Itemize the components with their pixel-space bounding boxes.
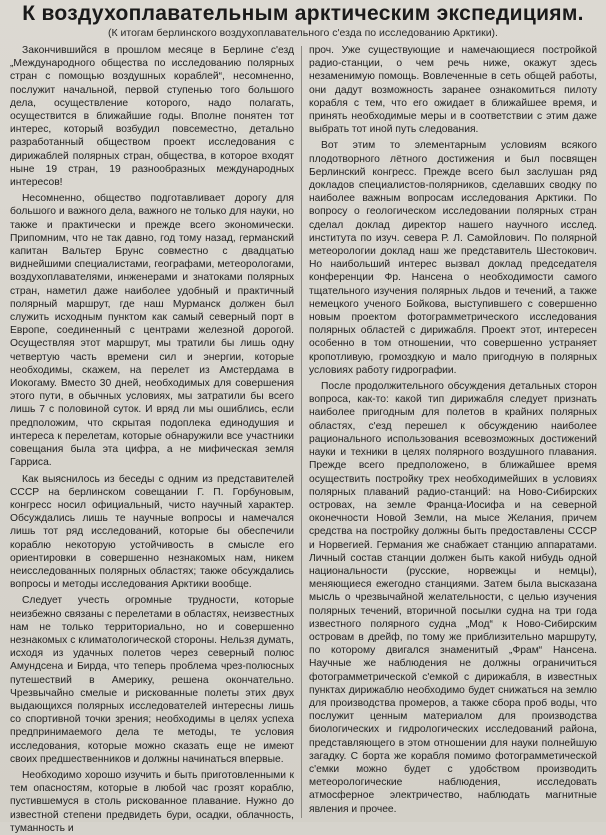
paragraph: Необходимо хорошо изучить и быть приготовленными к тем опасностям, которые в любой час грозят кораблю, пустившемуся в столь рискованное плавание. Нужно до известной степени предвидеть бури, осадки, облачность, туманность и xyxy=(10,769,294,834)
paragraph: Несомненно, общество подготавливает дорогу для большого и важного дела, важного не только для науки, но также и практически и прежде всего экономически. Припомним, что не так давно, год тому назад, германский капитан Вальтер Брунс совместно с двадцатью виднейшими специалистами, географами, метеорологами, воздухоплавателями, инженерами и знатоками полярных стран, наметил даже наиболее удобный и практичный полярный маршрут, где наш Мурманск должен был служить исходным пунктом как самый северный порт в Европе, соединенный с центрами железной дорогой. Осуществляя этот маршрут, мы тратили бы лишь одну четвертую часть времени сил и энергии, которые необходимы, скажем, на перелет из Амстердама в Иокогаму. Вместо 30 дней, необходимых для совершения этого пути, в обычных условиях, мы затратили бы всего лишь 7 с половиной суток. И вряд ли мы ошиблись, если предположим, что скрытая подоплека единодушия и интереса к перелетам, которые обнаружили все участники совещания была эта цифра, а не мифическая земля Гарриса. xyxy=(10,193,294,469)
article-title: К воздухоплавательным арктическим экспедициям. xyxy=(22,2,584,25)
article-subtitle: (К итогам берлинского воздухоплавательного с'езда по исследованию Арктики). xyxy=(108,27,498,39)
left-column xyxy=(10,44,294,834)
paragraph: Закончившийся в прошлом месяце в Берлине с'езд „Международного общества по исследованию полярных стран с помощью воздушных кораблей“, несомненно, послужит начальной, первой ступенью того большого дела, осуществление которого, надо полагать, осуществится в ближайшие годы. Вполне понятен тот интерес, который возбудил повсеместно, детально разработанный обществом проект исследования с дирижаблей полярных стран, общества, в которое входят ныне 19 стран, 19 разнообразных международных интересов! xyxy=(10,45,294,189)
column-divider xyxy=(301,46,302,818)
paragraph: проч. Уже существующие и намечающиеся постройкой радио-станции, о чем речь ниже, окажут здесь незаменимую помощь. Вовлеченные в сеть общей работы, они дадут возможность заранее ознакомиться пилоту корабля с тем, что его ожидает в ближайшее время, и принять необходимые меры и в соответствии с этим даже выбрать тот иной путь следования. xyxy=(309,45,597,136)
paragraph: Вот этим то элементарным условиям всякого плодотворного лётного достижения и был посвящен Берлинский конгресс. Прежде всего был заслушан ряд докладов специалистов-полярников, сделавших сводку по наиболее важным вопросам исследования Арктики. По вопросу о геологическом исследовании полярных стран сделал доклад директор нашего научного исслед. института по изуч. севера Р. Л. Самойлович. По полярной метеорологии доклад наш же представитель Шестокович. Но наибольший интерес вызвал доклад председателя конференции Фр. Нансена о необходимости самого тщательного изучения полярных льдов и течений, а также немецкого ученого Бойкова, выступившего с совершенно новым проектом фотограмметрического исследования полярных областей с дирижабля. Проект этот, интересен особенно в том отношении, что совершенно устраняет кропотливую, громоздкую и мало пригодную в полярных условиях работу гидрографии. xyxy=(309,140,597,376)
paragraph: Следует учесть огромные трудности, которые неизбежно связаны с перелетами в областях, неизвестных нам не только территориально, но и совершенно незнакомых с климатологической стороны. Нельзя думать, исходя из удачных полетов через северный полюс Амундсена и Бирда, что теперь проблема чрез-полюсных путешествий в Америку, решена окончательно. Чрезвычайно смелые и рискованные полеты этих двух выдающихся полярных исследователей интересны лишь со спортивной точки зрения; необходимы в целях успеха предпринимаемого дела те методы, те условия исследования, которые можно сказать еще не имеют своих предшественников и должны начинаться впервые. xyxy=(10,595,294,765)
paragraph: Как выяснилось из беседы с одним из представителей СССР на берлинском совещании Г. П. Горбуновым, конгресс носил официальный, чисто научный характер. Обсуждались лишь те научные вопросы и намечался лишь тот ряд исследований, которые бы обеспечили кораблю некоторую устойчивость в смысле его ориентировки в совершенно незнакомых нам, никем неисследованных полярных областях; также обсуждались вопросы и методы исследования Арктики вообще. xyxy=(10,473,294,591)
right-column xyxy=(309,44,597,820)
paragraph: После продолжительного обсуждения детальных сторон вопроса, как-то: какой тип дирижабля следует признать наиболее пригодным для полетов в крайних полярных областях, с'езд перешел к обсуждению наиболее рационального использования всевозможных достижений науки и техники в целях полярного воздушного плавания. Прежде всего предположено, в ближайшее время осуществить постройку трех необходимейших в условиях полярных плаваний радио-станций: на Ново-Сибирских островах, на земле Франца-Иосифа и на северной оконечности Новой Земли, на мысе Желания, причем средства на постройку должны быть предоставлены СССР и Норвегией. Германия же снабжает станцию аппаратами. Личный состав станции должен быть какой нибудь одной национальности (русские, норвежцы и немцы), меняющиеся ежегодно станциями. Затем была высказана мысль о чрезвычайной желательности, с целью изучения полярных течений, вторичной посылки судна на три года известного полярного судна „Мод“ к Ново-Сибирским островам в дрейф, по тому же приблизительно маршруту, по которому двигался знаменитый „Фрам“ Нансена. Научные же наблюдения не должны ограничиться фотограмметрической с'емкой с дирижабля, в известных пунктах дирижаблю необходимо будет снижаться на землю для производства промеров, а также сбора проб воды, что послужит ценным материалом для производства биологических и гидрологических исследований района, представляющего в этом отношении для науки полнейшую загадку. С борта же корабля помимо фотограмметической с'емки можно будет с удобством производить метеорологические наблюдения, исследовать атмосферное электричество, наблюдать магнитные явления и прочее. xyxy=(309,381,597,815)
